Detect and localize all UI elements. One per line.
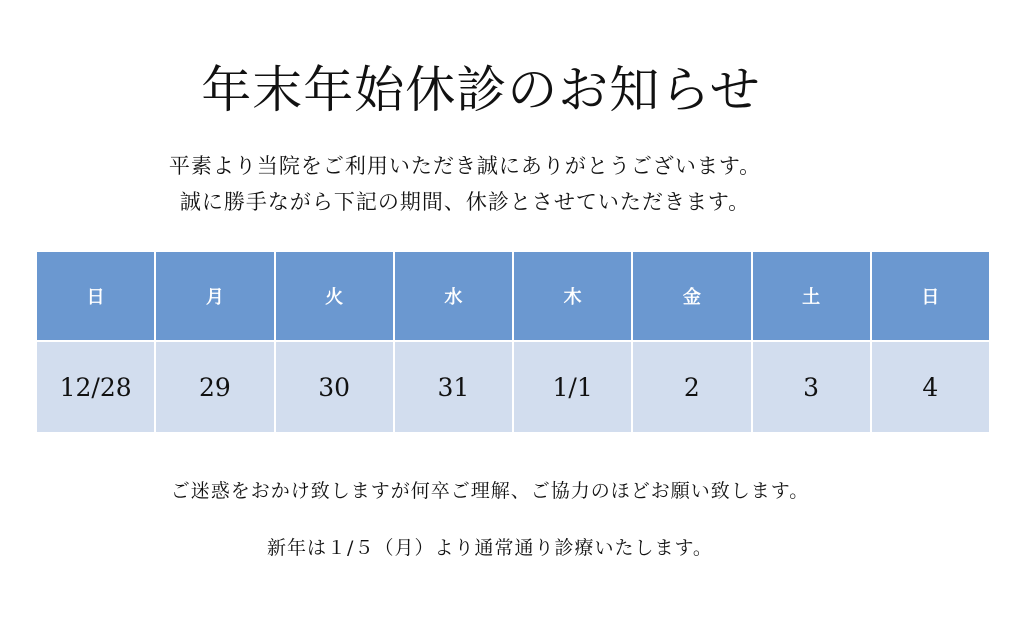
weekday-cell-sun-1: 日 [36, 251, 155, 341]
date-cell: 2 [632, 341, 751, 433]
date-cell: 4 [871, 341, 990, 433]
date-cell: 31 [394, 341, 513, 433]
date-cell: 30 [275, 341, 394, 433]
page-title: 年末年始休診のお知らせ [201, 61, 761, 119]
weekday-cell-thu: 木 [513, 251, 632, 341]
weekday-cell-sat: 土 [752, 251, 871, 341]
date-row [36, 341, 990, 433]
closure-schedule-table [35, 250, 991, 434]
weekday-header-row [36, 251, 990, 341]
weekday-cell-mon: 月 [155, 251, 274, 341]
weekday-cell-tue: 火 [275, 251, 394, 341]
intro-message [0, 148, 930, 220]
weekday-cell-sun-2: 日 [871, 251, 990, 341]
date-cell: 29 [155, 341, 274, 433]
weekday-cell-fri: 金 [632, 251, 751, 341]
date-cell: 1/1 [513, 341, 632, 433]
date-cell: 3 [752, 341, 871, 433]
intro-line-1: 平素より当院をご利用いただき誠にありがとうございます。 [168, 154, 762, 178]
intro-line-2: 誠に勝手ながら下記の期間、休診とさせていただきます。 [179, 190, 751, 214]
date-cell: 12/28 [36, 341, 155, 433]
weekday-cell-wed: 水 [394, 251, 513, 341]
reopening-note: 新年は１/５（月）より通常通り診療いたします。 [267, 537, 713, 559]
apology-note: ご迷惑をおかけ致しますが何卒ご理解、ご協力のほどお願い致します。 [170, 480, 810, 502]
